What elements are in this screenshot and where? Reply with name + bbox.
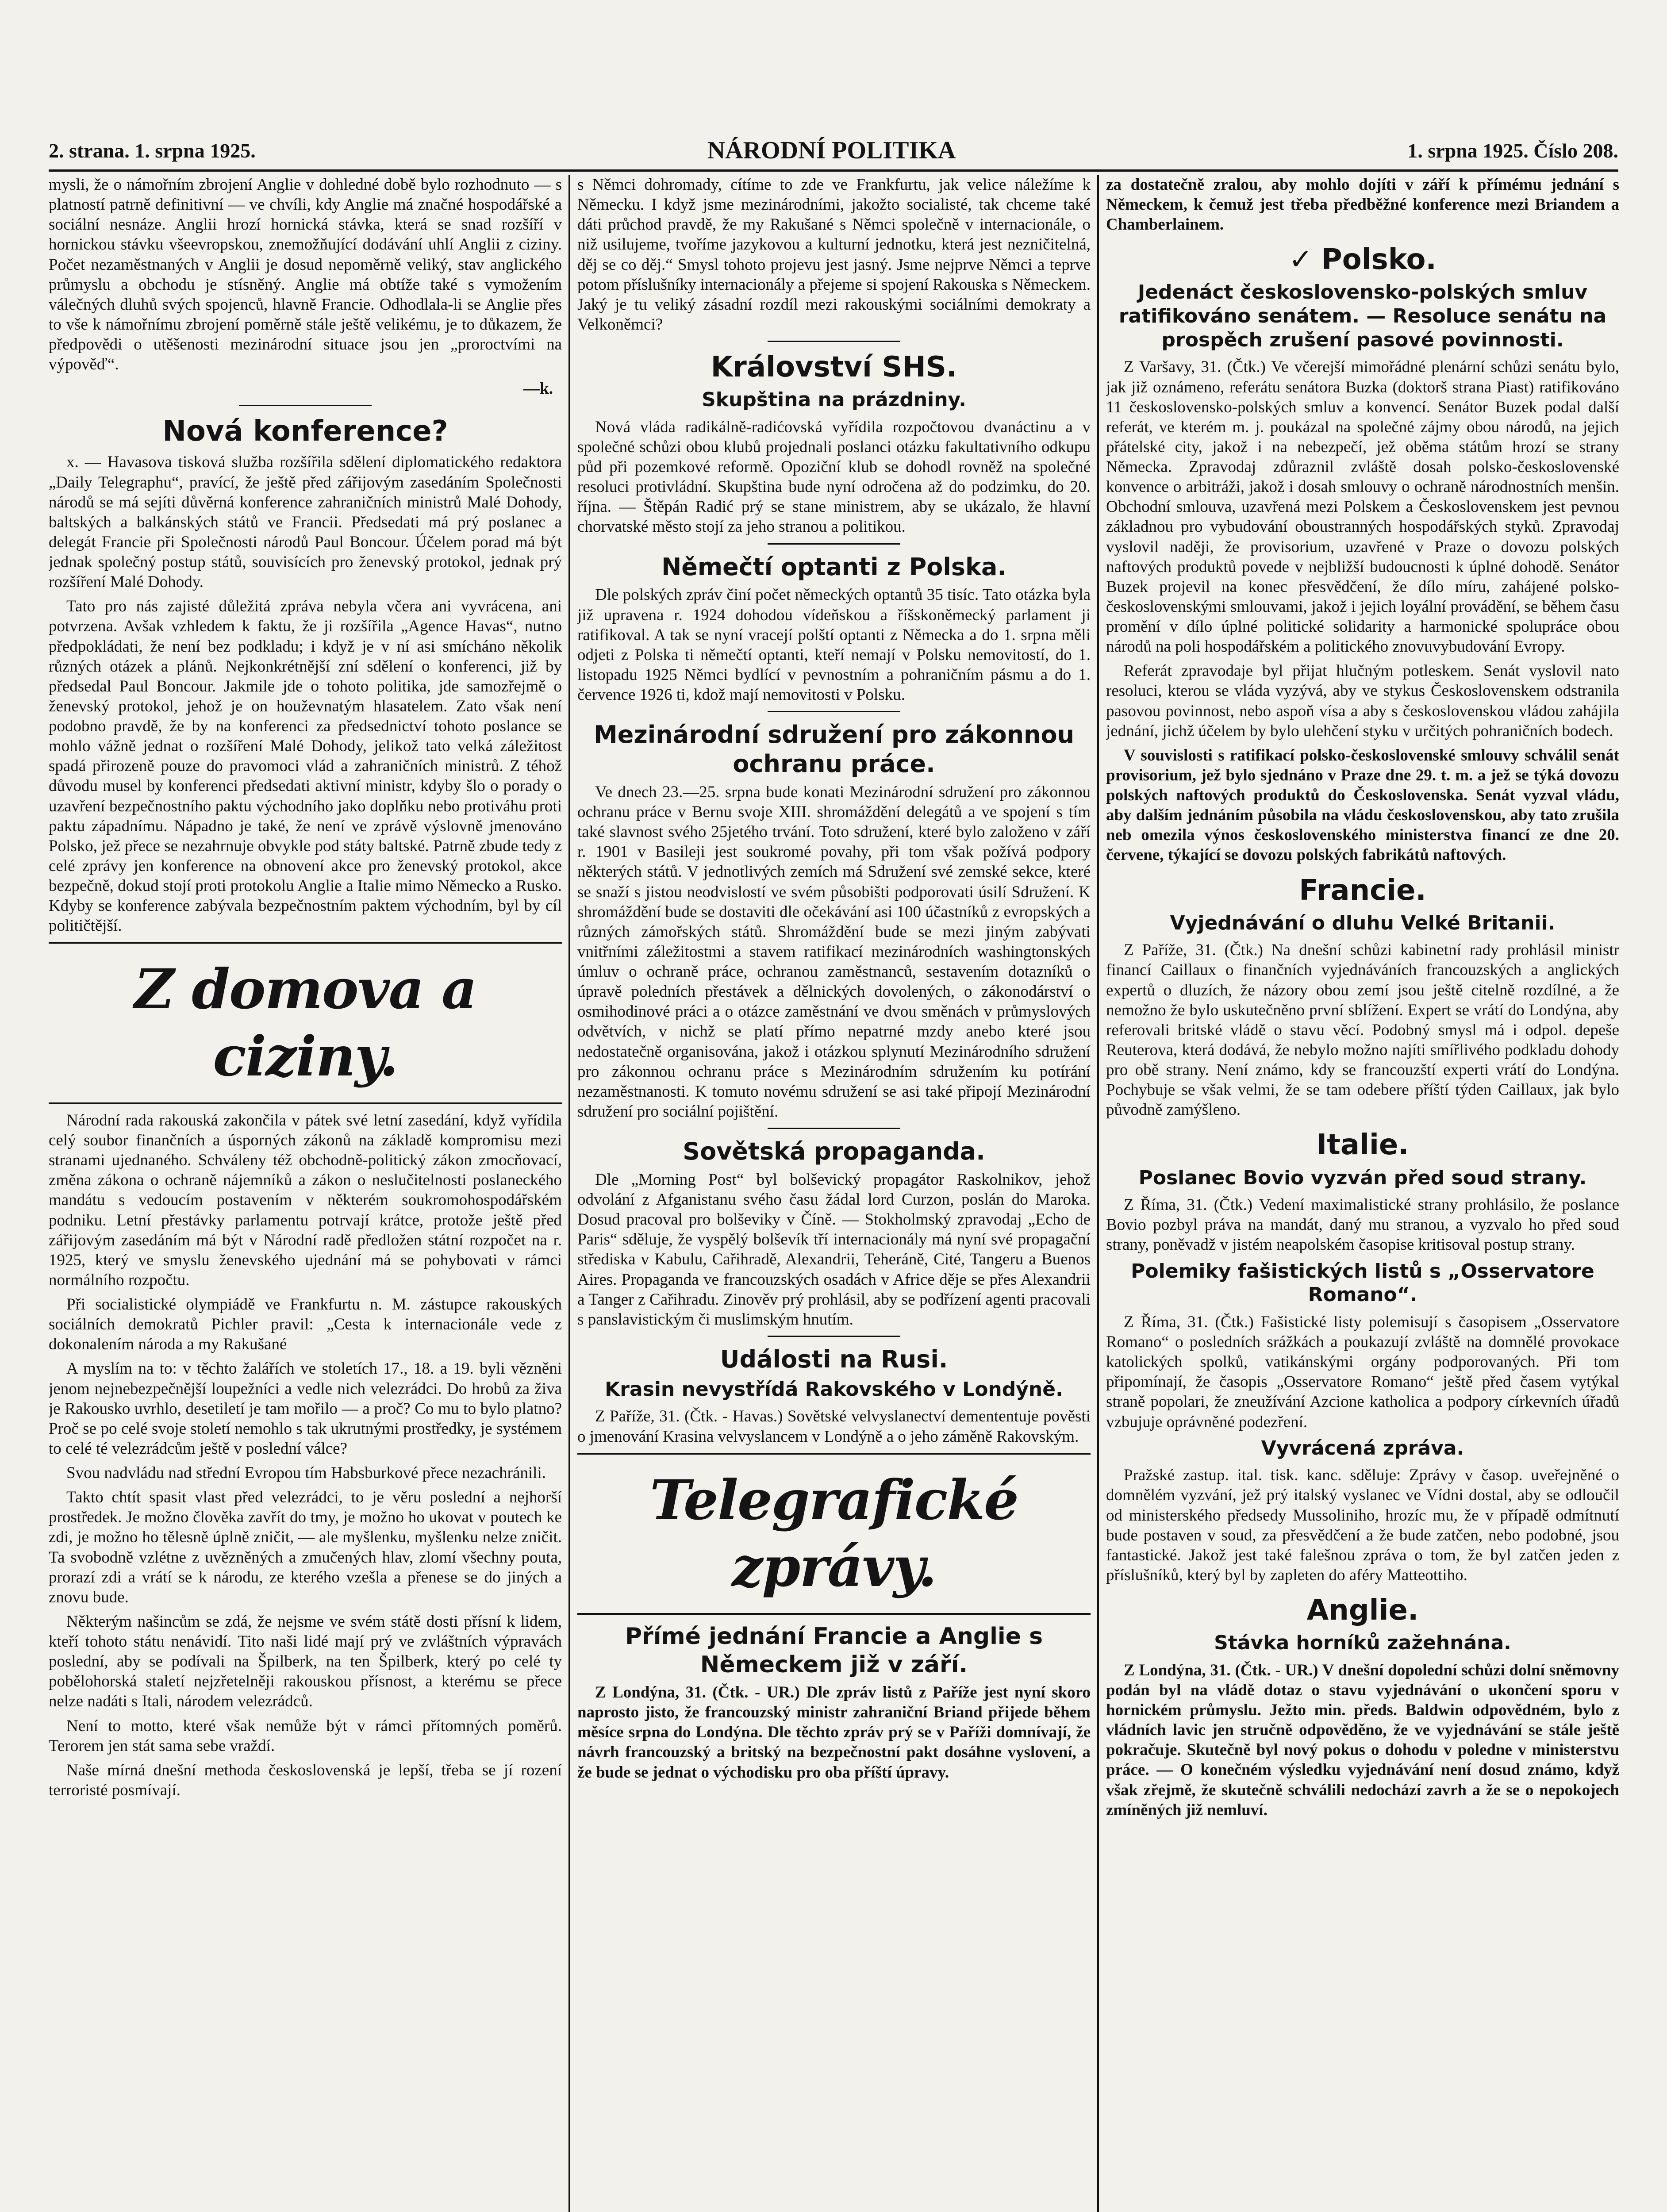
paragraph: Při socialistické olympiádě ve Frankfurtu n. M. zástupce rakouských sociálních demokratů Pichler pravil: „Cesta k internacionále vede z dokonalením národa a my Rakušané — [49, 1295, 562, 1354]
paragraph: V souvislosti s ratifikací polsko-československé smlouvy schválil senát provisorium, jež bylo sjednáno v Praze dne 29. t. m. a jež se týká dovozu polských naftových produktů do Československa. Senát vyzval vládu, aby dalším jednáním působila na vládu československou, aby tato zrušila neb omezila výnos československého ministerstva financí ze dne 20. červene, týkající se dovozu polských fabrikátů naftových. — [1106, 746, 1619, 864]
subheadline: Stávka horníků zažehnána. — [1214, 1632, 1511, 1655]
headline-prime-jednani: Přímé jednání Francie a Anglie s Německem již v září. — [625, 1623, 1043, 1678]
section-banner — [577, 1453, 1091, 1615]
headline-text: Polsko. — [1321, 243, 1437, 276]
paragraph: A myslím na to: v těchto žalářích ve stoletích 17., 18. a 19. byli vězněni jenom nejnebezpečnější loupežníci a vedle nich velezrádci. Do hrobů za živa je Rakousko uvrhlo, desetiletí je tam mořilo — a proč? Co mu to bylo platno? Proč se po celé svoje století nemohlo s tak ukrutnými prostředky, je systémem to celé té velezrádcům ještě v poslední válce? — [49, 1359, 562, 1458]
paragraph: Nová vláda radikálně-radićovská vyřídila rozpočtovou dvanáctinu a v společné schůzi obou klubů projednali poslanci otázku fakultativního odkupu půd při pozemkové reformě. Opoziční klub se dohodl rovněž na společné resoluci protivládní. Skupština bude nyní odročena až do podzimku, do 20. října. — Štěpán Radić prý se stane ministrem, aby se ukázalo, že hlavní chorvatské město stojí za jeho stranou a politikou. — [577, 418, 1091, 536]
subheadline: Poslanec Bovio vyzván před soud strany. — [1138, 1166, 1587, 1189]
headline-italie: Italie. — [1316, 1129, 1409, 1162]
column-1 — [49, 175, 562, 2212]
headline-kralovstvi-shs: Království SHS. — [711, 351, 957, 384]
paragraph: Z Londýna, 31. (Čtk. - UR.) Dle zpráv listů z Paříže jest nyní skoro naprosto jisto, že francouzský ministr zahraniční Briand přijede během měsíce srpna do Londýna. Dle těchto zpráv prý se v Paříži domnívají, že návrh francouzský a britský na bezpečnostní pakt dosáhne vyslovení, a že bude se jednat o východisku pro oba příští úpravy. — [577, 1683, 1091, 1782]
paragraph: za dostatečně zralou, aby mohlo dojíti v září k přímému jednání s Německem, k čemuž jest třeba předběžné konference mezi Briandem a Chamberlainem. — [1106, 176, 1619, 234]
paragraph: Referát zpravodaje byl přijat hlučným potleskem. Senát vyslovil nato resoluci, kterou se vláda vyzývá, aby ve stykus Československem odstranila pasovou povinnost, nebo aspoň vísa a aby s československou vládou zahájila jednání, jichž účelem by bylo ulehčení styku v určitých pohraničních bodech. — [1106, 662, 1619, 740]
paragraph: x. — Havasova tisková služba rozšířila sdělení diplomatického redaktora „Daily Telegraphu“, pravící, že ještě před zářijovým zasedáním Společnosti národů se má sejíti důvěrná konference zahraničních ministrů Malé Dohody, baltských a balkánských států ve Francii. Předsedati má prý poslanec a delegát Francie při Společnosti národů Paul Boncour. Účelem porad má být jednak společný postup států, souvisících pro ženevský protokol, jednak prý rozšíření Malé Dohody. — [49, 453, 562, 591]
masthead — [49, 133, 1618, 168]
separator — [768, 1336, 900, 1337]
subheadline: Vyvrácená zpráva. — [1261, 1436, 1464, 1459]
column-rule-2 — [1097, 175, 1099, 2212]
paragraph: Z Paříže, 31. (Čtk. - Havas.) Sovětské velvyslanectví demententuje pověsti o jmenování Krasina velvyslancem v Londýně a o jeho záměně Rakovským. — [577, 1407, 1091, 1446]
checkmark-icon: ✓ — [1289, 243, 1313, 276]
separator — [768, 1128, 900, 1129]
paragraph: Naše mírná dnešní methoda československá je lepší, třeba se jí rození terroristé posmívají. — [49, 1761, 562, 1799]
masthead-right: 1. srpna 1925. Číslo 208. — [1407, 139, 1618, 162]
paragraph: Některým našincům se zdá, že nejsme ve svém státě dosti přísní k lidem, kteří tohoto státu nenávidí. Tito naši lidé mají prý ve zvláštních výpravách poslední, aby se podívali na Špilberk, na ten Špilberk, který po celé ty pobělohorská staletí nejzřetelněji rakouskou přísnost, a kterému se přece nelze nadáti s Itali, národem velezrádců. — [49, 1612, 562, 1711]
paragraph: Dle „Morning Post“ byl bolševický propagátor Raskolnikov, jehož odvolání z Afganistanu svého času žádal lord Curzon, poslán do Maroka. Dosud pracoval pro bolševiky v Číně. — Stokholmský zpravodaj „Echo de Paris“ sděluje, že vyspělý bolševík tří internacionály má nyní své propagační střediska v Kabulu, Cařihradě, Alexandrii, Teheráně, Cité, Tangeru a Buenos Aires. Propaganda ve francouzských osadách v Africe děje se přes Alexandrii a Tanger z Cařihradu. Zinověv prý prohlásil, aby se podřízení agenti pracovali s panslavistickým či muslimským hnutím. — [577, 1170, 1091, 1329]
headline-optanti: Němečtí optanti z Polska. — [661, 553, 1006, 581]
section-banner — [49, 942, 562, 1104]
paragraph: Tato pro nás zajisté důležitá zpráva nebyla včera ani vyvrácena, ani potvrzena. Avšak vzhledem k faktu, že ji rozšířila „Agence Havas“, nutno předpokládati, že není bez podkladu; i když je v ní asi smícháno několik různých otázek a plánů. Nejkonkrétnější zní sdělení o konferenci, již by předsedal Paul Boncour. Jakmile jde o tohoto politika, jde samozřejmě o ženevský protokol, jehož je on houževnatým hlasatelem. Zato však není podobno pravdě, že by na konferenci za předsednictví tohoto poslance se mohlo vážně jednat o rozšíření Malé Dohody, jelikož tato velká záležitost spadá přirozeně pouze do pravomoci vlád a zahraničních ministrů. Z téhož důvodu musel by konferenci předsedati aktivní ministr, kdyby šlo o porady o uzavření bezpečnostního paktu východního jako doplňku nebo protiváhu proti paktu západnímu. Nápadno je také, že není ve zprávě výslovně jmenováno Polsko, jež přece se nezahrnuje obvykle pod státy baltské. Patrně zbude tedy z celé zprávy jen konference na obnovení akce pro ženevský protokol, akce bezpečně, dokud stojí proti protokolu Anglie a Italie mimo Německo a Rusko. Kdyby se konference zabývala bezpečnostním paktem východním, byl by cíl političtější. — [49, 597, 562, 935]
column-2 — [577, 175, 1091, 2212]
subheadline: Jedenáct československo-polských smluv ratifikováno senátem. — Resoluce senátu na prospěch zrušení pasové povinnosti. — [1118, 281, 1607, 351]
subheadline: Krasin nevystřídá Rakovského v Londýně. — [605, 1378, 1063, 1401]
subheadline: Vyjednávání o dluhu Velké Britanii. — [1170, 911, 1556, 934]
headline-nova-konference: Nová konference? — [162, 415, 448, 448]
paragraph: Není to motto, které však nemůže být v rámci přítomných poměrů. Terorem jen stát sama sebe vraždí. — [49, 1717, 562, 1755]
paragraph: Z Říma, 31. (Čtk.) Vedení maximalistické strany prohlásilo, že poslance Bovio pozbyl práva na mandát, daný mu stranou, a vyzvalo ho před soud strany, poněvadž v jistém neapolském časopise kritisoval postup strany. — [1106, 1196, 1619, 1254]
paragraph: Dle polských zpráv činí počet německých optantů 35 tisíc. Tato otázka byla již upravena r. 1924 dohodou vídeňskou a říšskoněmecký parlament ji ratifikoval. A tak se nyní vracejí polští optanti z Německa a do 1. srpna měli odjeti z Polska ti němečtí optanti, kteří nemají v Polsku nemovitostí, do 1. listopadu 1925 Němci bydlící v pevnostním a pohraničním pásmu a do 1. července 1926 ti, kdož mají nemovitosti v Polsku. — [577, 586, 1091, 704]
headline-mezinarodni-sdruzeni: Mezinárodní sdružení pro zákonnou ochranu práce. — [593, 721, 1075, 778]
column-rule-1 — [568, 175, 570, 2212]
headline-anglie: Anglie. — [1306, 1594, 1419, 1627]
headline-udalosti-na-rusi: Události na Rusi. — [720, 1345, 948, 1373]
separator — [768, 341, 900, 342]
subheadline: Skupština na prázdniny. — [702, 388, 966, 411]
signature: —k. — [523, 380, 553, 398]
paragraph: Národní rada rakouská zakončila v pátek své letní zasedání, když vyřídila celý soubor finančních a úsporných zákonů na základě kompromisu mezi stranami ujednaného. Schváleny též obchodně-politický zákon zmocňovací, změna zákona o ochraně nájemníků a zákon o neslučitelnosti poslaneckého mandátu s vedoucím postavením v některém soukromohospodářském podniku. Letní přestávky parlamentu potrvají krátce, protože ještě před zářijovým zasedáním má být v Národní radě předložen státní rozpočet na r. 1925, který ve smyslu ženevského ujednání má se pohybovati v rámci normálního rozpočtu. — [49, 1111, 562, 1289]
section-title-z-domova: Z domova a ciziny. — [134, 957, 476, 1089]
paragraph: Z Varšavy, 31. (Čtk.) Ve včerejší mimořádné plenární schůzi senátu bylo, jak již oznámeno, referátu senátora Buzka (doktorš strana Piast) ratifikováno 11 československo-polských smluv a konvencí. Senátor Buzek podal další referát, ve kterém m. j. poukázal na společné zájmy obou národů, na jejich přátelské city, jakož i na nebezpečí, jež oběma státům hrozí se strany Německa. Zpravodaj zdůraznil zvláště dosah polsko-československé konvence o arbitráži, jakož i dosah smlouvy o ochraně národnostních menšin. Obchodní smlouva, uzavřená mezi Polskem a Československem jest pevnou základnou pro vybudování oboustranných hospodářských styků. Zpravodaj vyslovil naději, že provisorium, uzavřené v Praze o dovozu polských naftových produktů povede v nejbližší budoucnosti k úplné dohodě. Senátor Buzek projevil na konec přesvědčení, že dílo míru, zahájené polsko-československými smlouvami, jakož i jejich loyální provádění, se během času promění v dílo úplné politické solidarity a harmonické spolupráce obou národů na poli hospodářském a politického znovuvybudování Evropy. — [1106, 358, 1619, 656]
paragraph: Z Paříže, 31. (Čtk.) Na dnešní schůzi kabinetní rady prohlásil ministr financí Caillaux o finančních vyjednáváních francouzských a anglických expertů o dluzích, že názory obou zemí jsou ještě citelně rozdílné, a že nemožno že bylo uskutečněno první sblížení. Expert se vrátí do Londýna, aby referovali britské vládě o stavu věcí. Podobný smysl má i odpol. depeše Reuterova, která dodává, že nebylo možno najíti smířlivého podkladu dohody pro obě strany. Není známo, kdy se francouzští experti vrátí do Londýna. Pochybuje se však velmi, že se tam odebere příští týden Caillaux, jak bylo původně zamýšleno. — [1106, 941, 1619, 1119]
separator — [768, 543, 900, 545]
section-title-telegraficke: Telegrafické zprávy. — [649, 1468, 1018, 1599]
paragraph: Z Říma, 31. (Čtk.) Fašistické listy polemisují s časopisem „Osservatore Romano“ o posledních srážkách a poukazují zvláště na domnělé provokace katolických spolků, vatikánskými orgány podporovaných. Při tom připomínají, že časopis „Osservatore Romano“ ještě před časem vytýkal straně popolari, že zneužívání Azcione katholica a podpory církevních úřadů vzbujuje oprávněné podezření. — [1106, 1313, 1619, 1431]
masthead-rule — [49, 169, 1618, 172]
separator — [239, 405, 372, 406]
paragraph: Pražské zastup. ital. tisk. kanc. sděluje: Zprávy v časop. uveřejněné o domnělém vyzvání, jež prý italský vyslanec ve Vídni dostal, aby se odloučil od ministerského předsedy Mussoliniho, hrozíc mu, že v případě odmítnutí bude postaven v soud, za přesvědčení a že bude zatčen, nebo podobné, jsou fantastické. Jakož jest také falešnou zpráva o tom, že byl zatčen jeden z příslušníků, který byl by zapleten do aféry Matteottiho. — [1106, 1466, 1619, 1584]
headline-francie: Francie. — [1299, 874, 1426, 907]
paragraph: Ve dnech 23.—25. srpna bude konati Mezinárodní sdružení pro zákonnou ochranu práce v Bernu svoje XIII. shromáždění delegátů a ve spojení s tím také slavnost svého 25jetého trvání. Toto sdružení, které bylo založeno v září r. 1901 v Basileji jest soukromé povahy, při tom však požívá podpory některých států. V jednotlivých zemích má Sdružení své zemské sekce, které se snaží s jistou neodvislostí ve svém působišti podporovati úsilí Sdružení. K shromáždění bude se dostaviti dle očekávání asi 100 účastníků z evropských a různých zámořských států. Shromáždění bude se mezi jiným zabývati vnitřními záležitostmi a stavem ratifikací mezinárodních washingtonských úmluv o ochraně práce, ochranou zaměstnanců, sestavením dotazníků o úpravě poledních přestávek a dělnických dovolených, o zákonodárství o osmihodinové práci a o otázce zaměstnání ve dvou směnách v průmyslových odvětvích, v nichž se platí přímo nepatrné mzdy anebo které jsou nedostatečně organisována, jakož i otázkou splynutí Mezinárodního sdružení pro zákonnou ochranu práce s Mezinárodním sdružením ku potírání nezaměstnanosti. K tomuto novému sdružení se asi také připojí Mezinárodní sdružení pro sociální pojištění. — [577, 783, 1091, 1121]
paragraph: Z Londýna, 31. (Čtk. - UR.) V dnešní dopolední schůzi dolní sněmovny podán byl na vládě dotaz o stavu vyjednávání o ukončení sporu v hornickém průmyslu. Ježto min. předs. Baldwin odpovědném, bylo z vládních lavic jen stručně odpověděno, že ve vyjednávání se stále ještě pokračuje. Skutečně byl nový pokus o dohodu v poledne v ministerstvu práce. — O konečném výsledku vyjednávání není dosud známo, když však zřejmě, že skutečně schválili nedochází zavrh a že se o nepokojech zmíněných již nemluví. — [1106, 1661, 1619, 1819]
masthead-title: NÁRODNÍ POLITIKA — [707, 137, 956, 164]
paragraph: s Němci dohromady, cítíme to zde ve Frankfurtu, jak velice náležíme k Německu. I když jsme mezinárodními, jakožto socialisté, tak chceme také dáti průchod pravdě, že my Rakušané s Němci společně v internacionále, o niž usilujeme, tvoříme jazykovou a kulturní jednotku, která jest nezničitelná, děj se co děj.“ Smysl tohoto projevu jest jasný. Jsme nejprve Němci a teprve potom příslušníky internacionály a přejeme si spojení Rakouska s Německem. Jaký je tu veliký zásadní rozdíl mezi rakouskými sociálními demokraty a Velkoněmci? — [577, 176, 1091, 334]
masthead-left: 2. strana. 1. srpna 1925. — [49, 139, 256, 162]
headline-polsko — [1106, 242, 1619, 277]
paragraph: Svou nadvládu nad střední Evropou tím Habsburkové přece nezachránili. — [66, 1464, 546, 1482]
paragraph: Takto chtít spasit vlast před velezrádci, to je věru poslední a nejhorší prostředek. Je možno člověka zavřít do tmy, je možno ho ukovat v poutech ke zdi, je možno ho tělesně úplně zničit, — ale myšlenku, myšlenku nelze zničit. Ta svobodně vzlétne z uvězněných a zmučených hlav, zlomí všechny pouta, prorazí zdi a vrátí se k národu, ze kterého vzešla a přenese se do jiných a znovu bude. — [49, 1488, 562, 1606]
subheadline: Polemiky fašistických listů s „Osservatore Romano“. — [1131, 1260, 1594, 1306]
separator — [768, 711, 900, 712]
headline-sovetska-propaganda: Sovětská propaganda. — [683, 1137, 985, 1165]
article-continuation: mysli, že o námořním zbrojení Anglie v dohledné době bylo rozhodnuto — s platností patrně definitivní — ve chvíli, kdy Anglie má značné hospodářské a sociální nesnáze. Anglii hrozí hornická stávka, která se snad rozšíří v hornickou stávku všeevropskou, znemožňující dodávání uhlí Anglii z ciziny. Počet nezaměstnaných v Anglii je dosud nepoměrně veliký, stav anglického průmyslu a obchodu je stísněný. Anglie má obtíže také s vymožením válečných dluhů svých spojenců, hlavně Francie. Odhodlala-li se Anglie přes to vše k námořnímu zbrojení poměrně stále ještě velikému, je to důkazem, že předpovědi o utěšenosti mezinárodní situace jsou jen „proroctvími na výpověď“. — [49, 176, 562, 374]
column-3 — [1106, 175, 1619, 2212]
